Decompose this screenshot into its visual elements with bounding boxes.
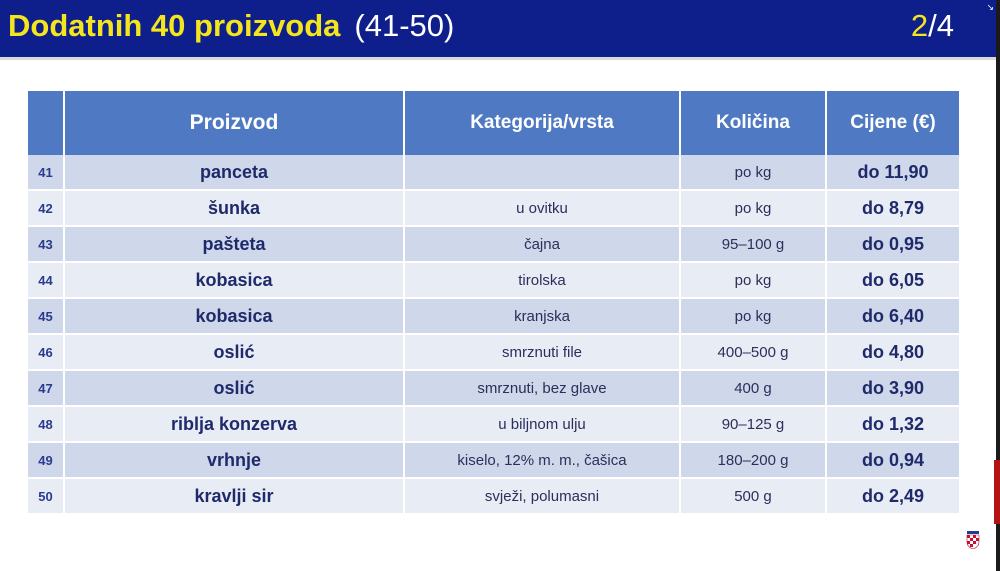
products-table <box>28 91 961 515</box>
product-name: panceta <box>64 155 404 190</box>
product-price: do 0,95 <box>826 226 960 262</box>
row-number: 48 <box>28 406 64 442</box>
header-product: Proizvod <box>64 91 404 155</box>
table-row <box>28 155 960 190</box>
table-row <box>28 298 960 334</box>
row-number: 46 <box>28 334 64 370</box>
product-category: smrznuti file <box>404 334 680 370</box>
product-category: tirolska <box>404 262 680 298</box>
product-category: kiselo, 12% m. m., čašica <box>404 442 680 478</box>
product-name: kobasica <box>64 298 404 334</box>
page-current: 2 <box>910 8 929 43</box>
header-quantity: Količina <box>680 91 826 155</box>
product-name: kravlji sir <box>64 478 404 514</box>
product-category: čajna <box>404 226 680 262</box>
product-category: svježi, polumasni <box>404 478 680 514</box>
table-row <box>28 442 960 478</box>
product-category: smrznuti, bez glave <box>404 370 680 406</box>
table-header-row <box>28 91 960 155</box>
product-quantity: 400–500 g <box>680 334 826 370</box>
table-row <box>28 190 960 226</box>
product-price: do 11,90 <box>826 155 960 190</box>
product-name: vrhnje <box>64 442 404 478</box>
product-price: do 8,79 <box>826 190 960 226</box>
resize-arrow-icon: ↘ <box>986 2 994 12</box>
header-price: Cijene (€) <box>826 91 960 155</box>
product-category: kranjska <box>404 298 680 334</box>
product-name: oslić <box>64 370 404 406</box>
row-number: 44 <box>28 262 64 298</box>
table-row <box>28 370 960 406</box>
product-category: u biljnom ulju <box>404 406 680 442</box>
header-divider <box>0 57 996 60</box>
product-name: riblja konzerva <box>64 406 404 442</box>
product-name: oslić <box>64 334 404 370</box>
product-quantity: po kg <box>680 298 826 334</box>
product-category <box>404 155 680 190</box>
product-quantity: po kg <box>680 262 826 298</box>
table-body <box>28 155 960 514</box>
row-number: 42 <box>28 190 64 226</box>
window-edge-bar <box>994 460 1000 524</box>
table-row <box>28 406 960 442</box>
title-text: Dodatnih 40 proizvoda <box>8 8 341 43</box>
page-total: /4 <box>928 8 954 43</box>
row-number: 45 <box>28 298 64 334</box>
row-number: 47 <box>28 370 64 406</box>
product-name: pašteta <box>64 226 404 262</box>
title-range: (41-50) <box>354 8 455 43</box>
product-price: do 2,49 <box>826 478 960 514</box>
row-number: 43 <box>28 226 64 262</box>
row-number: 49 <box>28 442 64 478</box>
product-price: do 6,40 <box>826 298 960 334</box>
table-row <box>28 262 960 298</box>
product-price: do 4,80 <box>826 334 960 370</box>
croatian-coat-of-arms-icon <box>964 531 982 549</box>
row-number: 50 <box>28 478 64 514</box>
product-price: do 0,94 <box>826 442 960 478</box>
product-name: šunka <box>64 190 404 226</box>
product-price: do 3,90 <box>826 370 960 406</box>
product-quantity: 500 g <box>680 478 826 514</box>
slide-title <box>8 8 454 44</box>
product-quantity: po kg <box>680 190 826 226</box>
product-name: kobasica <box>64 262 404 298</box>
table-row <box>28 334 960 370</box>
header-category: Kategorija/vrsta <box>404 91 680 155</box>
page-indicator <box>911 8 954 44</box>
slide-header <box>0 0 996 57</box>
product-quantity: 400 g <box>680 370 826 406</box>
product-category: u ovitku <box>404 190 680 226</box>
product-quantity: 90–125 g <box>680 406 826 442</box>
table-row <box>28 226 960 262</box>
row-number: 41 <box>28 155 64 190</box>
product-quantity: 95–100 g <box>680 226 826 262</box>
product-quantity: po kg <box>680 155 826 190</box>
product-price: do 6,05 <box>826 262 960 298</box>
product-price: do 1,32 <box>826 406 960 442</box>
product-quantity: 180–200 g <box>680 442 826 478</box>
table-row <box>28 478 960 514</box>
header-num <box>28 91 64 155</box>
